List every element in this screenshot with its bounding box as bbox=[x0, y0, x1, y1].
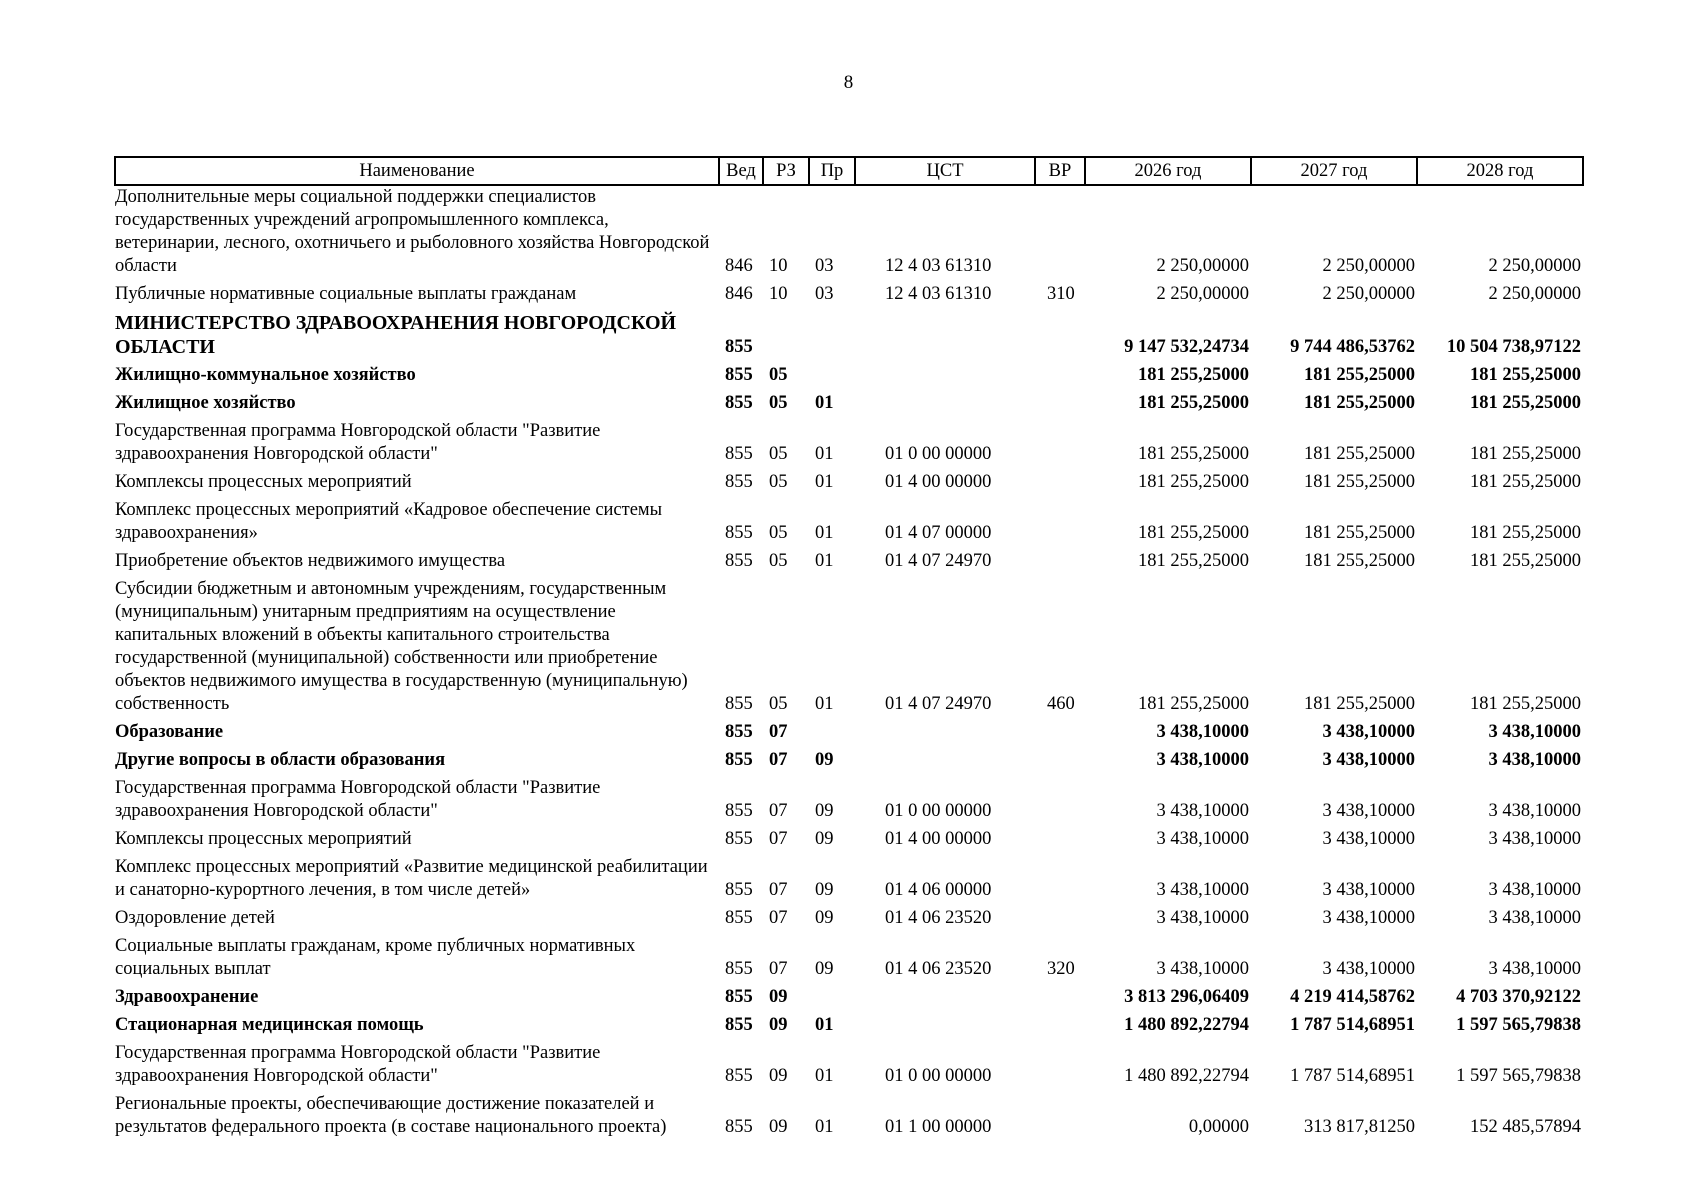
cell-name: Комплекс процессных мероприятий «Развитие медицинской реабилитации и санаторно-курортного лечения, в том числе детей» bbox=[115, 857, 708, 900]
cell-pr: 01 bbox=[815, 694, 834, 714]
cell-cst: 01 4 07 24970 bbox=[885, 694, 992, 714]
cell-cst bbox=[855, 986, 1035, 1014]
cell-ved: 855 bbox=[725, 722, 753, 742]
cell-2027: 9 744 486,53762 bbox=[1290, 337, 1415, 357]
cell-name: Жилищное хозяйство bbox=[115, 393, 296, 413]
table-body bbox=[115, 185, 1583, 1144]
cell-vr bbox=[1035, 420, 1085, 471]
cell-ved: 855 bbox=[725, 472, 753, 492]
cell-vr bbox=[1035, 471, 1085, 499]
cell-2027: 181 255,25000 bbox=[1304, 365, 1415, 385]
cell-name: Государственная программа Новгородской области "Развитие здравоохранения Новгородской области" bbox=[115, 1043, 601, 1086]
cell-2028: 181 255,25000 bbox=[1470, 523, 1581, 543]
cell-rz: 05 bbox=[769, 523, 788, 543]
cell-ved: 855 bbox=[725, 750, 753, 770]
cell-2026: 3 438,10000 bbox=[1156, 959, 1249, 979]
cell-2028: 152 485,57894 bbox=[1470, 1117, 1581, 1137]
cell-rz: 10 bbox=[769, 284, 788, 304]
cell-cst bbox=[855, 364, 1035, 392]
header-cst: ЦСТ bbox=[855, 157, 1035, 185]
cell-pr: 09 bbox=[815, 959, 834, 979]
cell-cst: 01 4 06 00000 bbox=[885, 880, 992, 900]
cell-2026: 181 255,25000 bbox=[1138, 365, 1249, 385]
cell-2026: 181 255,25000 bbox=[1138, 393, 1249, 413]
cell-pr: 01 bbox=[815, 551, 834, 571]
cell-pr: 01 bbox=[815, 1015, 834, 1035]
cell-2027: 181 255,25000 bbox=[1304, 472, 1415, 492]
cell-name: Здравоохранение bbox=[115, 987, 259, 1007]
cell-pr: 03 bbox=[815, 256, 834, 276]
cell-2028: 181 255,25000 bbox=[1470, 393, 1581, 413]
cell-cst: 01 0 00 00000 bbox=[885, 1066, 992, 1086]
cell-2026: 2 250,00000 bbox=[1156, 256, 1249, 276]
cell-rz: 05 bbox=[769, 365, 788, 385]
table-row bbox=[115, 721, 1583, 749]
cell-cst: 01 0 00 00000 bbox=[885, 801, 992, 821]
cell-ved: 855 bbox=[725, 365, 753, 385]
cell-rz: 05 bbox=[769, 472, 788, 492]
header-2026: 2026 год bbox=[1085, 157, 1251, 185]
cell-cst bbox=[855, 749, 1035, 777]
cell-2027: 3 438,10000 bbox=[1322, 908, 1415, 928]
cell-2028: 3 438,10000 bbox=[1488, 801, 1581, 821]
cell-2027: 3 438,10000 bbox=[1322, 750, 1415, 770]
cell-2028: 3 438,10000 bbox=[1488, 880, 1581, 900]
table-row bbox=[115, 420, 1583, 471]
cell-ved: 855 bbox=[725, 1015, 753, 1035]
cell-vr bbox=[1035, 907, 1085, 935]
cell-2028: 3 438,10000 bbox=[1488, 750, 1581, 770]
table-row bbox=[115, 311, 1583, 364]
cell-2027: 181 255,25000 bbox=[1304, 444, 1415, 464]
cell-2027: 3 438,10000 bbox=[1322, 801, 1415, 821]
cell-name: Субсидии бюджетным и автономным учреждениям, государственным (муниципальным) унитарным предприятиям на осуществление капитальных вложений в объекты капитального строительства государственной (муниципальной) собственности или приобретение объектов недвижимого имущества в государственную (муниципальную) собственность bbox=[115, 579, 688, 714]
cell-rz: 05 bbox=[769, 694, 788, 714]
table-row bbox=[115, 550, 1583, 578]
table-row bbox=[115, 364, 1583, 392]
cell-name: Приобретение объектов недвижимого имущества bbox=[115, 551, 506, 571]
cell-2026: 181 255,25000 bbox=[1138, 551, 1249, 571]
table-row bbox=[115, 749, 1583, 777]
header-pr: Пр bbox=[809, 157, 855, 185]
cell-2027: 3 438,10000 bbox=[1322, 880, 1415, 900]
cell-name: Региональные проекты, обеспечивающие достижение показателей и результатов федерального проекта (в составе национального проекта) bbox=[115, 1094, 667, 1137]
cell-rz: 07 bbox=[769, 801, 788, 821]
cell-ved: 855 bbox=[725, 880, 753, 900]
cell-vr bbox=[1035, 499, 1085, 550]
cell-ved: 855 bbox=[725, 829, 753, 849]
cell-rz: 09 bbox=[769, 987, 788, 1007]
cell-2028: 2 250,00000 bbox=[1488, 256, 1581, 276]
table-row bbox=[115, 1093, 1583, 1144]
table-row bbox=[115, 777, 1583, 828]
cell-2028: 3 438,10000 bbox=[1488, 959, 1581, 979]
cell-pr: 09 bbox=[815, 908, 834, 928]
header-2028: 2028 год bbox=[1417, 157, 1583, 185]
cell-ved: 855 bbox=[725, 959, 753, 979]
cell-cst: 01 4 06 23520 bbox=[885, 908, 992, 928]
cell-cst: 12 4 03 61310 bbox=[885, 284, 992, 304]
cell-vr bbox=[1035, 364, 1085, 392]
cell-2028: 10 504 738,97122 bbox=[1446, 337, 1581, 357]
cell-pr bbox=[809, 986, 855, 1014]
cell-vr: 310 bbox=[1047, 284, 1075, 304]
cell-2027: 2 250,00000 bbox=[1322, 256, 1415, 276]
cell-cst bbox=[855, 1014, 1035, 1042]
cell-2026: 181 255,25000 bbox=[1138, 444, 1249, 464]
header-name: Наименование bbox=[115, 157, 719, 185]
cell-pr bbox=[809, 364, 855, 392]
cell-cst: 12 4 03 61310 bbox=[885, 256, 992, 276]
cell-2026: 9 147 532,24734 bbox=[1124, 337, 1249, 357]
cell-rz: 05 bbox=[769, 444, 788, 464]
header-ved: Вед bbox=[719, 157, 763, 185]
cell-cst bbox=[855, 721, 1035, 749]
cell-ved: 855 bbox=[725, 444, 753, 464]
table-row bbox=[115, 471, 1583, 499]
cell-pr: 09 bbox=[815, 750, 834, 770]
cell-rz: 09 bbox=[769, 1066, 788, 1086]
cell-2027: 181 255,25000 bbox=[1304, 393, 1415, 413]
cell-vr bbox=[1035, 1042, 1085, 1093]
cell-2027: 3 438,10000 bbox=[1322, 722, 1415, 742]
cell-vr bbox=[1035, 392, 1085, 420]
cell-2027: 313 817,81250 bbox=[1304, 1117, 1415, 1137]
cell-cst: 01 1 00 00000 bbox=[885, 1117, 992, 1137]
cell-2027: 181 255,25000 bbox=[1304, 551, 1415, 571]
cell-name: Комплексы процессных мероприятий bbox=[115, 829, 412, 849]
cell-2026: 2 250,00000 bbox=[1156, 284, 1249, 304]
cell-2027: 181 255,25000 bbox=[1304, 523, 1415, 543]
cell-2028: 3 438,10000 bbox=[1488, 722, 1581, 742]
cell-name: Государственная программа Новгородской области "Развитие здравоохранения Новгородской области" bbox=[115, 778, 601, 821]
cell-vr bbox=[1035, 550, 1085, 578]
cell-pr: 01 bbox=[815, 1066, 834, 1086]
cell-pr: 03 bbox=[815, 284, 834, 304]
table-row bbox=[115, 499, 1583, 550]
cell-pr bbox=[809, 311, 855, 364]
cell-cst bbox=[855, 311, 1035, 364]
cell-pr: 01 bbox=[815, 1117, 834, 1137]
cell-vr: 460 bbox=[1047, 694, 1075, 714]
cell-cst: 01 4 07 24970 bbox=[885, 551, 992, 571]
cell-rz: 07 bbox=[769, 722, 788, 742]
cell-vr bbox=[1035, 828, 1085, 856]
cell-ved: 855 bbox=[725, 801, 753, 821]
cell-2028: 181 255,25000 bbox=[1470, 694, 1581, 714]
table-row bbox=[115, 1042, 1583, 1093]
cell-name: Дополнительные меры социальной поддержки специалистов государственных учреждений агропромышленного комплекса, ветеринарии, лесного, охотничьего и рыболовного хозяйства Новгородской области bbox=[115, 187, 710, 276]
cell-vr bbox=[1035, 986, 1085, 1014]
budget-table bbox=[114, 156, 1584, 1144]
cell-ved: 846 bbox=[725, 256, 753, 276]
cell-rz: 07 bbox=[769, 908, 788, 928]
cell-2028: 1 597 565,79838 bbox=[1456, 1066, 1581, 1086]
cell-cst: 01 4 00 00000 bbox=[885, 829, 992, 849]
table-row bbox=[115, 856, 1583, 907]
cell-vr bbox=[1035, 749, 1085, 777]
cell-name: Другие вопросы в области образования bbox=[115, 750, 446, 770]
cell-2028: 1 597 565,79838 bbox=[1456, 1015, 1581, 1035]
cell-name: Комплексы процессных мероприятий bbox=[115, 472, 412, 492]
cell-2028: 2 250,00000 bbox=[1488, 284, 1581, 304]
cell-pr: 09 bbox=[815, 880, 834, 900]
cell-2028: 4 703 370,92122 bbox=[1456, 987, 1581, 1007]
cell-vr bbox=[1035, 1014, 1085, 1042]
cell-rz: 05 bbox=[769, 551, 788, 571]
cell-2026: 3 813 296,06409 bbox=[1124, 987, 1249, 1007]
cell-2028: 181 255,25000 bbox=[1470, 365, 1581, 385]
cell-pr: 09 bbox=[815, 801, 834, 821]
cell-name: Социальные выплаты гражданам, кроме публичных нормативных социальных выплат bbox=[115, 936, 636, 979]
cell-ved: 855 bbox=[725, 337, 753, 357]
table-row bbox=[115, 935, 1583, 986]
cell-cst bbox=[855, 392, 1035, 420]
cell-2027: 2 250,00000 bbox=[1322, 284, 1415, 304]
table-header-row bbox=[115, 157, 1583, 185]
cell-name: Жилищно-коммунальное хозяйство bbox=[115, 365, 416, 385]
cell-2026: 181 255,25000 bbox=[1138, 523, 1249, 543]
cell-rz: 07 bbox=[769, 959, 788, 979]
cell-2026: 3 438,10000 bbox=[1156, 722, 1249, 742]
header-rz: РЗ bbox=[763, 157, 809, 185]
cell-2028: 181 255,25000 bbox=[1470, 472, 1581, 492]
cell-ved: 855 bbox=[725, 1117, 753, 1137]
cell-ved: 855 bbox=[725, 551, 753, 571]
cell-rz: 07 bbox=[769, 750, 788, 770]
cell-cst: 01 4 07 00000 bbox=[885, 523, 992, 543]
cell-2027: 1 787 514,68951 bbox=[1290, 1015, 1415, 1035]
cell-2027: 3 438,10000 bbox=[1322, 959, 1415, 979]
cell-rz: 07 bbox=[769, 829, 788, 849]
cell-ved: 855 bbox=[725, 987, 753, 1007]
cell-vr bbox=[1035, 721, 1085, 749]
table-row bbox=[115, 185, 1583, 283]
cell-name: Государственная программа Новгородской области "Развитие здравоохранения Новгородской области" bbox=[115, 421, 601, 464]
cell-cst: 01 4 00 00000 bbox=[885, 472, 992, 492]
cell-2027: 4 219 414,58762 bbox=[1290, 987, 1415, 1007]
cell-2026: 3 438,10000 bbox=[1156, 750, 1249, 770]
cell-ved: 855 bbox=[725, 908, 753, 928]
cell-ved: 855 bbox=[725, 523, 753, 543]
cell-2026: 3 438,10000 bbox=[1156, 908, 1249, 928]
cell-2026: 3 438,10000 bbox=[1156, 829, 1249, 849]
cell-pr: 01 bbox=[815, 472, 834, 492]
cell-name: Комплекс процессных мероприятий «Кадровое обеспечение системы здравоохранения» bbox=[115, 500, 663, 543]
cell-rz: 05 bbox=[769, 393, 788, 413]
cell-vr bbox=[1035, 856, 1085, 907]
cell-ved: 846 bbox=[725, 284, 753, 304]
cell-rz: 09 bbox=[769, 1015, 788, 1035]
cell-rz: 09 bbox=[769, 1117, 788, 1137]
table-row bbox=[115, 986, 1583, 1014]
cell-2026: 3 438,10000 bbox=[1156, 880, 1249, 900]
cell-2026: 181 255,25000 bbox=[1138, 472, 1249, 492]
cell-2028: 3 438,10000 bbox=[1488, 829, 1581, 849]
cell-name: Образование bbox=[115, 722, 224, 742]
table-row bbox=[115, 283, 1583, 311]
table-row bbox=[115, 1014, 1583, 1042]
cell-ved: 855 bbox=[725, 694, 753, 714]
table-row bbox=[115, 578, 1583, 721]
cell-2028: 3 438,10000 bbox=[1488, 908, 1581, 928]
cell-vr bbox=[1035, 185, 1085, 283]
cell-vr: 320 bbox=[1047, 959, 1075, 979]
cell-name: МИНИСТЕРСТВО ЗДРАВООХРАНЕНИЯ НОВГОРОДСКОЙ ОБЛАСТИ bbox=[115, 312, 677, 358]
cell-rz: 10 bbox=[769, 256, 788, 276]
cell-name: Публичные нормативные социальные выплаты гражданам bbox=[115, 284, 577, 304]
table-row bbox=[115, 392, 1583, 420]
header-2027: 2027 год bbox=[1251, 157, 1417, 185]
cell-vr bbox=[1035, 311, 1085, 364]
cell-ved: 855 bbox=[725, 393, 753, 413]
cell-cst: 01 0 00 00000 bbox=[885, 444, 992, 464]
table-row bbox=[115, 907, 1583, 935]
cell-2026: 3 438,10000 bbox=[1156, 801, 1249, 821]
cell-cst: 01 4 06 23520 bbox=[885, 959, 992, 979]
cell-name: Оздоровление детей bbox=[115, 908, 275, 928]
cell-2028: 181 255,25000 bbox=[1470, 444, 1581, 464]
cell-vr bbox=[1035, 1093, 1085, 1144]
cell-rz bbox=[763, 311, 809, 364]
cell-2026: 1 480 892,22794 bbox=[1124, 1015, 1249, 1035]
cell-pr: 01 bbox=[815, 444, 834, 464]
table-row bbox=[115, 828, 1583, 856]
cell-rz: 07 bbox=[769, 880, 788, 900]
cell-ved: 855 bbox=[725, 1066, 753, 1086]
cell-2027: 1 787 514,68951 bbox=[1290, 1066, 1415, 1086]
cell-vr bbox=[1035, 777, 1085, 828]
cell-name: Стационарная медицинская помощь bbox=[115, 1015, 424, 1035]
cell-pr: 09 bbox=[815, 829, 834, 849]
cell-2026: 1 480 892,22794 bbox=[1124, 1066, 1249, 1086]
cell-pr: 01 bbox=[815, 393, 834, 413]
cell-2026: 181 255,25000 bbox=[1138, 694, 1249, 714]
cell-2028: 181 255,25000 bbox=[1470, 551, 1581, 571]
cell-2027: 3 438,10000 bbox=[1322, 829, 1415, 849]
page-number: 8 bbox=[843, 72, 854, 93]
cell-2026: 0,00000 bbox=[1188, 1117, 1249, 1137]
cell-2027: 181 255,25000 bbox=[1304, 694, 1415, 714]
cell-pr bbox=[809, 721, 855, 749]
header-vr: ВР bbox=[1035, 157, 1085, 185]
cell-pr: 01 bbox=[815, 523, 834, 543]
